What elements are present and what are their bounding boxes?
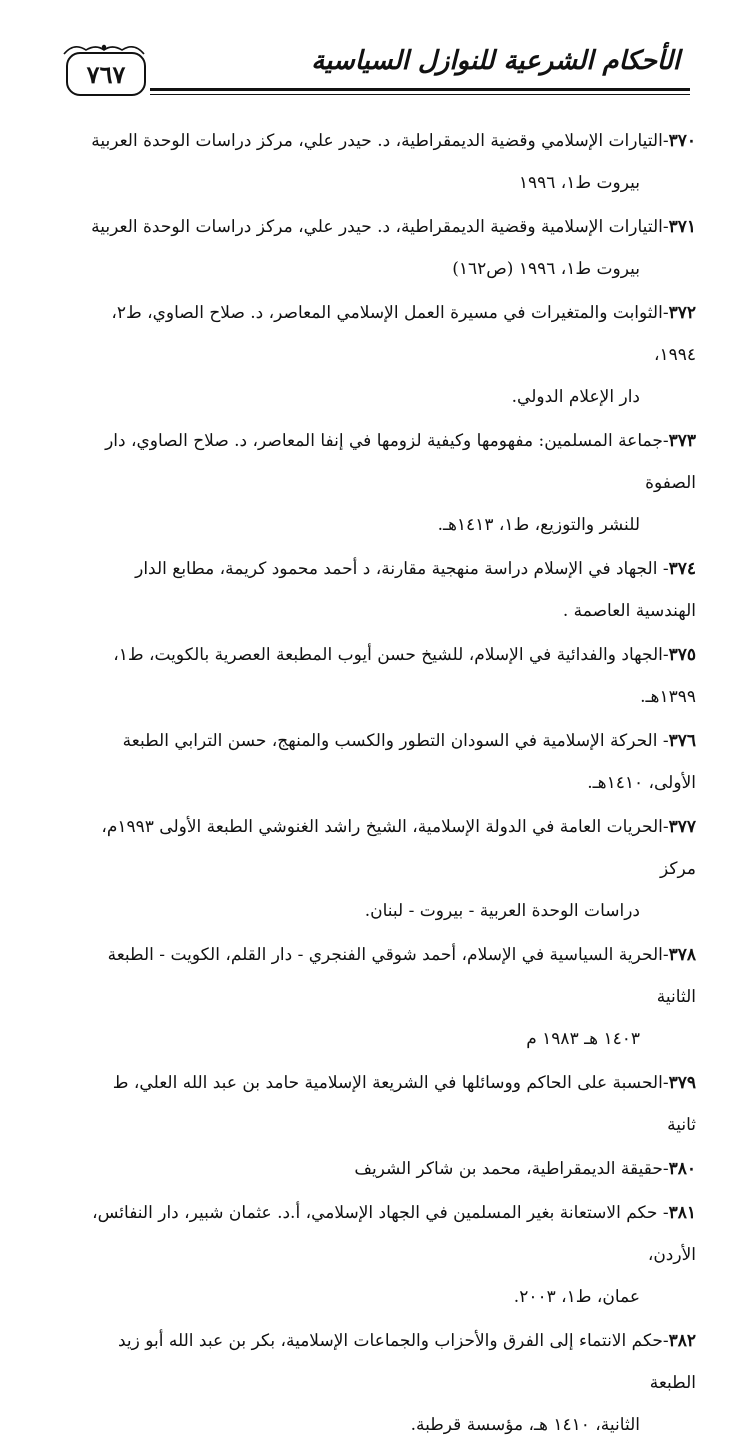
reference-item — [88, 1062, 696, 1146]
reference-item — [88, 806, 696, 932]
reference-item — [88, 206, 696, 290]
reference-item — [88, 634, 696, 718]
reference-text: - حكم الاستعانة بغير المسلمين في الجهاد الإسلامي، أ.د. عثمان شبير، دار النفائس، الأردن، — [92, 1203, 696, 1265]
reference-text: -جماعة المسلمين: مفهومها وكيفية لزومها في إنفا المعاصر، د. صلاح الصاوي، دار الصفوة — [105, 431, 696, 493]
reference-list — [88, 120, 696, 1448]
reference-number: ٣٧٧ — [668, 817, 696, 837]
reference-text: -الحسبة على الحاكم ووسائلها في الشريعة الإسلامية حامد بن عبد الله العلي، ط ثانية — [112, 1073, 696, 1135]
reference-number: ٣٧٠ — [668, 131, 696, 151]
reference-continuation: الثانية، ١٤١٠ هـ، مؤسسة قرطبة. — [410, 1415, 640, 1435]
reference-text: -التيارات الإسلامية وقضية الديمقراطية، د. حيدر علي، مركز دراسات الوحدة العربية — [91, 217, 669, 237]
reference-item — [88, 292, 696, 418]
reference-number: ٣٧٤ — [668, 559, 696, 579]
reference-number: ٣٧٩ — [668, 1073, 696, 1093]
reference-text: - الحركة الإسلامية في السودان التطور والكسب والمنهج، حسن الترابي الطبعة الأولى، ١٤١٠هـ. — [122, 731, 696, 793]
reference-item — [88, 1192, 696, 1318]
reference-text: -حقيقة الديمقراطية، محمد بن شاكر الشريف — [354, 1159, 669, 1179]
reference-item — [88, 548, 696, 632]
reference-item — [88, 1148, 696, 1190]
reference-number: ٣٨٠ — [668, 1159, 696, 1179]
reference-item — [88, 120, 696, 204]
header-rule — [150, 88, 690, 91]
reference-number: ٣٧٥ — [668, 645, 696, 665]
book-title: الأحكام الشرعية للنوازل السياسية — [311, 46, 680, 76]
reference-continuation: دراسات الوحدة العربية - بيروت - لبنان. — [364, 901, 640, 921]
reference-text: - الجهاد في الإسلام دراسة منهجية مقارنة، د أحمد محمود كريمة، مطابع الدار الهندسية العاصمة . — [135, 559, 696, 621]
reference-number: ٣٨٢ — [668, 1331, 696, 1351]
page-number: ٧٦٧ — [86, 59, 126, 89]
reference-continuation: بيروت ط١، ١٩٩٦ (ص١٦٢) — [452, 259, 640, 279]
reference-item — [88, 720, 696, 804]
reference-text: -حكم الانتماء إلى الفرق والأحزاب والجماعات الإسلامية، بكر بن عبد الله أبو زيد الطبعة — [117, 1331, 696, 1393]
reference-text: -الثوابت والمتغيرات في مسيرة العمل الإسلامي المعاصر، د. صلاح الصاوي، ط٢، ١٩٩٤، — [111, 303, 696, 365]
reference-text: -الجهاد والفدائية في الإسلام، للشيخ حسن أيوب المطبعة العصرية بالكويت، ط١، ١٣٩٩هـ. — [113, 645, 696, 707]
reference-number: ٣٧٦ — [668, 731, 696, 751]
reference-text: -الحريات العامة في الدولة الإسلامية، الشيخ راشد الغنوشي الطبعة الأولى ١٩٩٣م، مركز — [101, 817, 696, 879]
reference-number: ٣٨١ — [668, 1203, 696, 1223]
reference-text: -التيارات الإسلامي وقضية الديمقراطية، د. حيدر علي، مركز دراسات الوحدة العربية — [91, 131, 669, 151]
reference-continuation: عمان، ط١، ٢٠٠٣. — [513, 1287, 640, 1307]
reference-item — [88, 934, 696, 1060]
reference-continuation: بيروت ط١، ١٩٩٦ — [518, 173, 640, 193]
reference-number: ٣٧٢ — [668, 303, 696, 323]
reference-continuation: دار الإعلام الدولي. — [511, 387, 640, 407]
reference-number: ٣٧١ — [668, 217, 696, 237]
reference-continuation: ١٤٠٣ هـ ١٩٨٣ م — [526, 1029, 640, 1049]
page-number-badge — [66, 52, 146, 96]
reference-text: -الحرية السياسية في الإسلام، أحمد شوقي الفنجري - دار القلم، الكويت - الطبعة الثانية — [107, 945, 696, 1007]
reference-item — [88, 1320, 696, 1446]
reference-number: ٣٧٣ — [668, 431, 696, 451]
page-header — [60, 42, 690, 106]
reference-number: ٣٧٨ — [668, 945, 696, 965]
reference-continuation: للنشر والتوزيع، ط١، ١٤١٣هـ. — [437, 515, 640, 535]
reference-item — [88, 420, 696, 546]
header-rule-thin — [150, 94, 690, 95]
